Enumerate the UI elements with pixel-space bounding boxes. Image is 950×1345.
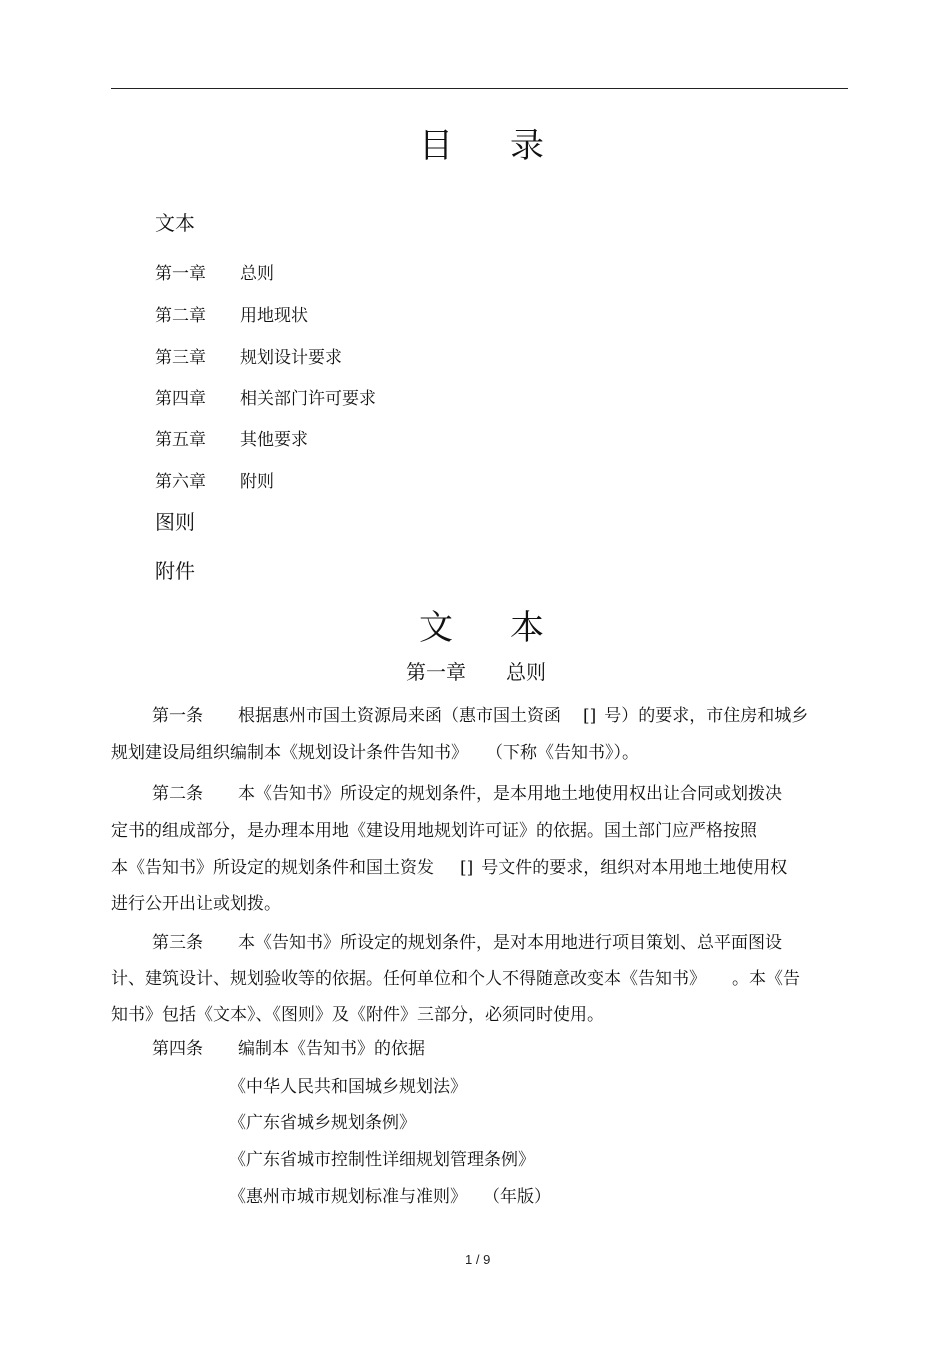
reference-item (229, 1182, 551, 1207)
article-text: 规划建设局组织编制本《规划设计条件告知书》 (111, 743, 468, 763)
article-4-line-1 (152, 1034, 425, 1059)
chapter-number: 第四章 (155, 389, 206, 409)
toc-chapter-6 (155, 467, 274, 492)
reference-item: 《广东省城乡规划条例》 (229, 1113, 416, 1133)
chapter-title: 规划设计要求 (240, 348, 342, 368)
body-title (419, 600, 545, 649)
article-text: 号文件的要求，组织对本用地土地使用权 (481, 858, 788, 878)
article-text: [] (583, 706, 597, 726)
toc-chapter-1 (155, 259, 274, 284)
article-label: 第三条 (152, 933, 203, 953)
chapter-title: 用地现状 (240, 306, 308, 326)
article-2-line-2: 定书的组成部分，是办理本用地《建设用地规划许可证》的依据。国土部门应严格按照 (111, 821, 757, 841)
article-text: 本《告知书》所设定的规划条件，是对本用地进行项目策划、总平面图设 (238, 933, 782, 953)
chapter-number: 第二章 (155, 306, 206, 326)
toc-chapter-5 (155, 425, 308, 450)
chapter-heading (406, 656, 546, 685)
article-text: 《惠州市城市规划标准与准则》 (229, 1187, 467, 1207)
article-2-line-1 (152, 779, 782, 804)
article-1-line-2 (111, 738, 639, 763)
article-text: 号）的要求，市住房和城乡 (604, 706, 809, 726)
article-label: 第二条 (152, 784, 203, 804)
chapter-title: 相关部门许可要求 (240, 389, 376, 409)
body-title-char-1: 文 (419, 608, 454, 648)
reference-item: 《中华人民共和国城乡规划法》 (229, 1077, 467, 1097)
article-2-line-3 (111, 853, 787, 878)
article-text: 。本《告 (732, 969, 800, 989)
article-3-line-2 (111, 964, 800, 989)
chapter-title: 总则 (240, 264, 274, 284)
toc-chapter-3 (155, 343, 342, 368)
article-text: 根据惠州市国土资源局来函（惠市国土资函 (238, 706, 561, 726)
chapter-number: 第六章 (155, 472, 206, 492)
header-rule (111, 88, 848, 89)
chapter-heading-number: 第一章 (406, 660, 466, 684)
article-text: 计、建筑设计、规划验收等的依据。任何单位和个人不得随意改变本《告知书》 (111, 969, 706, 989)
article-1-line-1 (152, 701, 808, 726)
article-3-line-3: 知书》包括《文本》、《图则》及《附件》三部分，必须同时使用。 (111, 1005, 604, 1025)
article-text: 编制本《告知书》的依据 (238, 1039, 425, 1059)
toc-title-char-1: 目 (419, 126, 454, 166)
toc-chapter-4 (155, 384, 376, 409)
toc-title (419, 118, 545, 167)
toc-section-attachments: 附件 (155, 559, 195, 583)
article-text: （下称《告知书》）。 (486, 743, 639, 763)
article-2-line-4: 进行公开出让或划拨。 (111, 894, 281, 914)
chapter-title: 附则 (240, 472, 274, 492)
page-number: 1 / 9 (465, 1252, 491, 1267)
article-label: 第四条 (152, 1039, 203, 1059)
chapter-number: 第五章 (155, 430, 206, 450)
body-title-char-2: 本 (510, 608, 545, 648)
toc-chapter-2 (155, 301, 308, 326)
toc-section-drawings: 图则 (155, 510, 195, 534)
article-label: 第一条 (152, 706, 203, 726)
toc-section-text: 文本 (155, 211, 195, 235)
chapter-number: 第一章 (155, 264, 206, 284)
chapter-number: 第三章 (155, 348, 206, 368)
chapter-heading-title: 总则 (506, 660, 546, 684)
reference-item: 《广东省城市控制性详细规划管理条例》 (229, 1150, 535, 1170)
article-text: [] (460, 858, 474, 878)
chapter-title: 其他要求 (240, 430, 308, 450)
article-3-line-1 (152, 928, 782, 953)
article-text: 本《告知书》所设定的规划条件，是本用地土地使用权出让合同或划拨决 (238, 784, 782, 804)
article-text: （年版） (483, 1187, 551, 1207)
toc-title-char-2: 录 (510, 126, 545, 166)
article-text: 本《告知书》所设定的规划条件和国土资发 (111, 858, 434, 878)
